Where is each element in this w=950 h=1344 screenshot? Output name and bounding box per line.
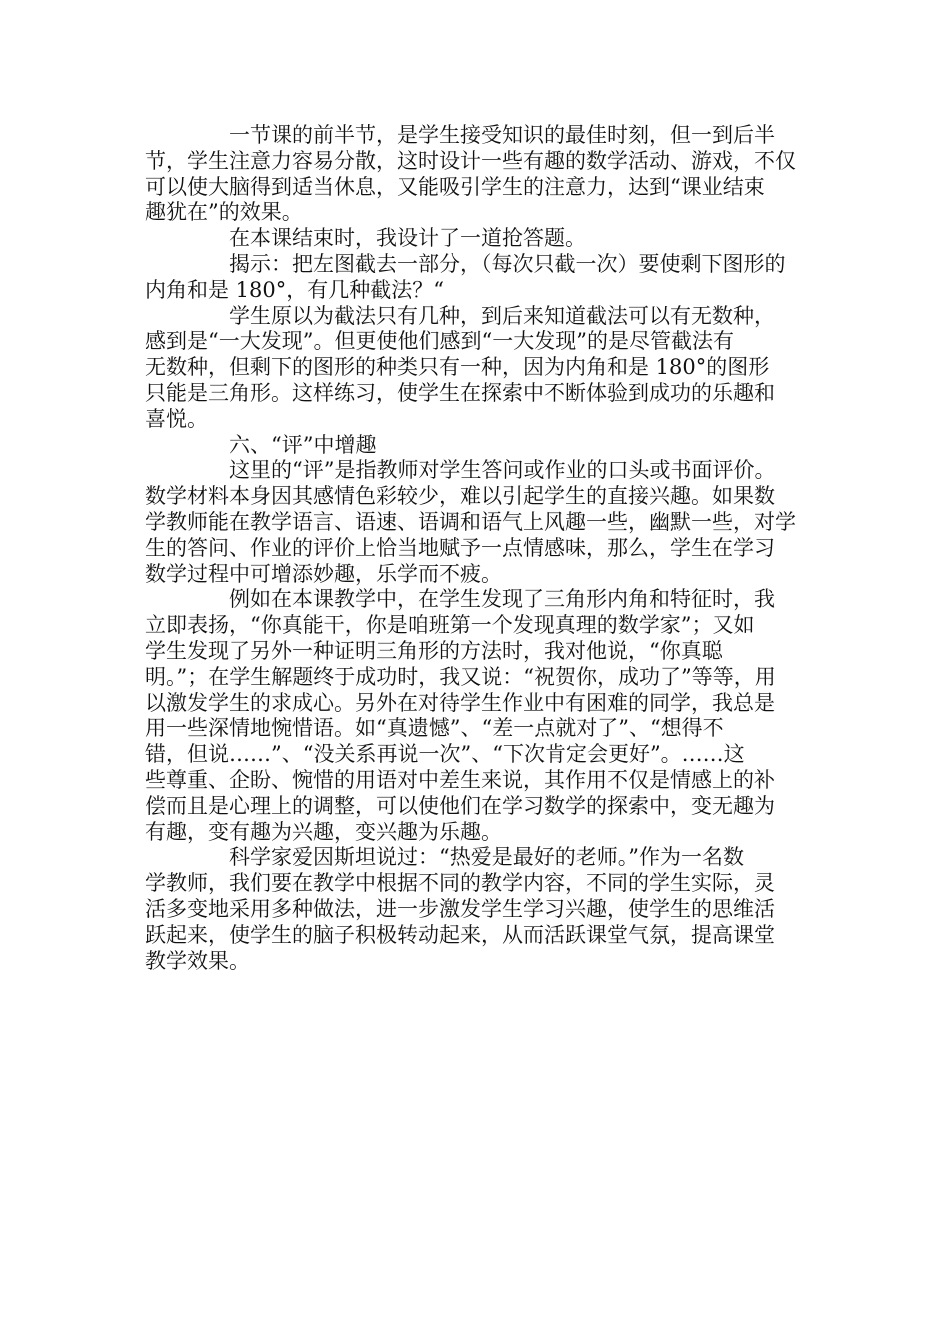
heading-line: 六、“评”中增趣: [229, 432, 377, 457]
text-line: 跃起来，使学生的脑子积极转动起来，从而活跃课堂气氛，提高课堂: [145, 922, 775, 947]
text-line: 节，学生注意力容易分散，这时设计一些有趣的数学活动、游戏，不仅: [145, 148, 796, 173]
paragraph-1: [145, 123, 813, 226]
text-line: 这里的“评”是指教师对学生答问或作业的口头或书面评价。: [229, 458, 776, 483]
text-line: 例如在本课教学中，在学生发现了三角形内角和特征时，我: [229, 587, 775, 612]
text-line: 无数种，但剩下的图形的种类只有一种，因为内角和是 180°的图形: [145, 355, 770, 380]
text-line: 数学材料本身因其感情色彩较少，难以引起学生的直接兴趣。如果数: [145, 484, 775, 509]
text-line: 内角和是 180°，有几种截法？“: [145, 277, 444, 302]
text-line: 偿而且是心理上的调整，可以使他们在学习数学的探索中，变无趣为: [145, 793, 775, 818]
text-line: 趣犹在”的效果。: [145, 200, 303, 225]
section-heading: [145, 433, 813, 459]
text-line: 一节课的前半节，是学生接受知识的最佳时刻，但一到后半: [229, 123, 775, 147]
text-line: 生的答问、作业的评价上恰当地赋予一点情感味，那么，学生在学习: [145, 535, 775, 560]
body-text: [145, 123, 813, 974]
text-line: 明。”；在学生解题终于成功时，我又说：“祝贺你，成功了”等等，用: [145, 664, 776, 689]
text-line: 数学过程中可增添妙趣，乐学而不疲。: [145, 561, 502, 586]
text-line: 学生原以为截法只有几种，到后来知道截法可以有无数种，: [229, 303, 775, 328]
text-line: 些尊重、企盼、惋惜的用语对中差生来说，其作用不仅是情感上的补: [145, 767, 775, 792]
text-line: 科学家爱因斯坦说过：“热爱是最好的老师。”作为一名数: [229, 845, 744, 870]
text-line: 可以使大脑得到适当休息，又能吸引学生的注意力，达到“课业结束: [145, 174, 765, 199]
text-line: 揭示：把左图截去一部分，（每次只截一次）要使剩下图形的: [229, 251, 786, 276]
text-line: 活多变地采用多种做法，进一步激发学生学习兴趣，使学生的思维活: [145, 896, 775, 921]
text-line: 学生发现了另外一种证明三角形的方法时，我对他说，“你真聪: [145, 638, 723, 663]
paragraph-6: [145, 587, 813, 845]
paragraph-5: [145, 458, 813, 587]
paragraph-7: [145, 845, 813, 974]
paragraph-3: [145, 252, 813, 304]
text-line: 学教师，我们要在教学中根据不同的教学内容，不同的学生实际，灵: [145, 871, 775, 896]
text-line: 教学效果。: [145, 948, 250, 973]
text-line: 只能是三角形。这样练习，使学生在探索中不断体验到成功的乐趣和: [145, 380, 775, 405]
paragraph-2: [145, 226, 813, 252]
text-line: 喜悦。: [145, 406, 208, 431]
text-line: 学教师能在教学语言、语速、语调和语气上风趣一些，幽默一些，对学: [145, 509, 796, 534]
text-line: 感到是“一大发现”。但更使他们感到“一大发现”的是尽管截法有: [145, 329, 734, 354]
text-line: 在本课结束时，我设计了一道抢答题。: [229, 226, 586, 251]
text-line: 错，但说……”、“没关系再说一次”、“下次肯定会更好”。……这: [145, 742, 745, 767]
text-line: 有趣，变有趣为兴趣，变兴趣为乐趣。: [145, 819, 502, 844]
text-line: 以激发学生的求成心。另外在对待学生作业中有困难的同学，我总是: [145, 690, 775, 715]
paragraph-4: [145, 304, 813, 433]
text-line: 用一些深情地惋惜语。如“真遗憾”、“差一点就对了”、“想得不: [145, 716, 724, 741]
text-line: 立即表扬，“你真能干，你是咱班第一个发现真理的数学家”；又如: [145, 613, 755, 638]
